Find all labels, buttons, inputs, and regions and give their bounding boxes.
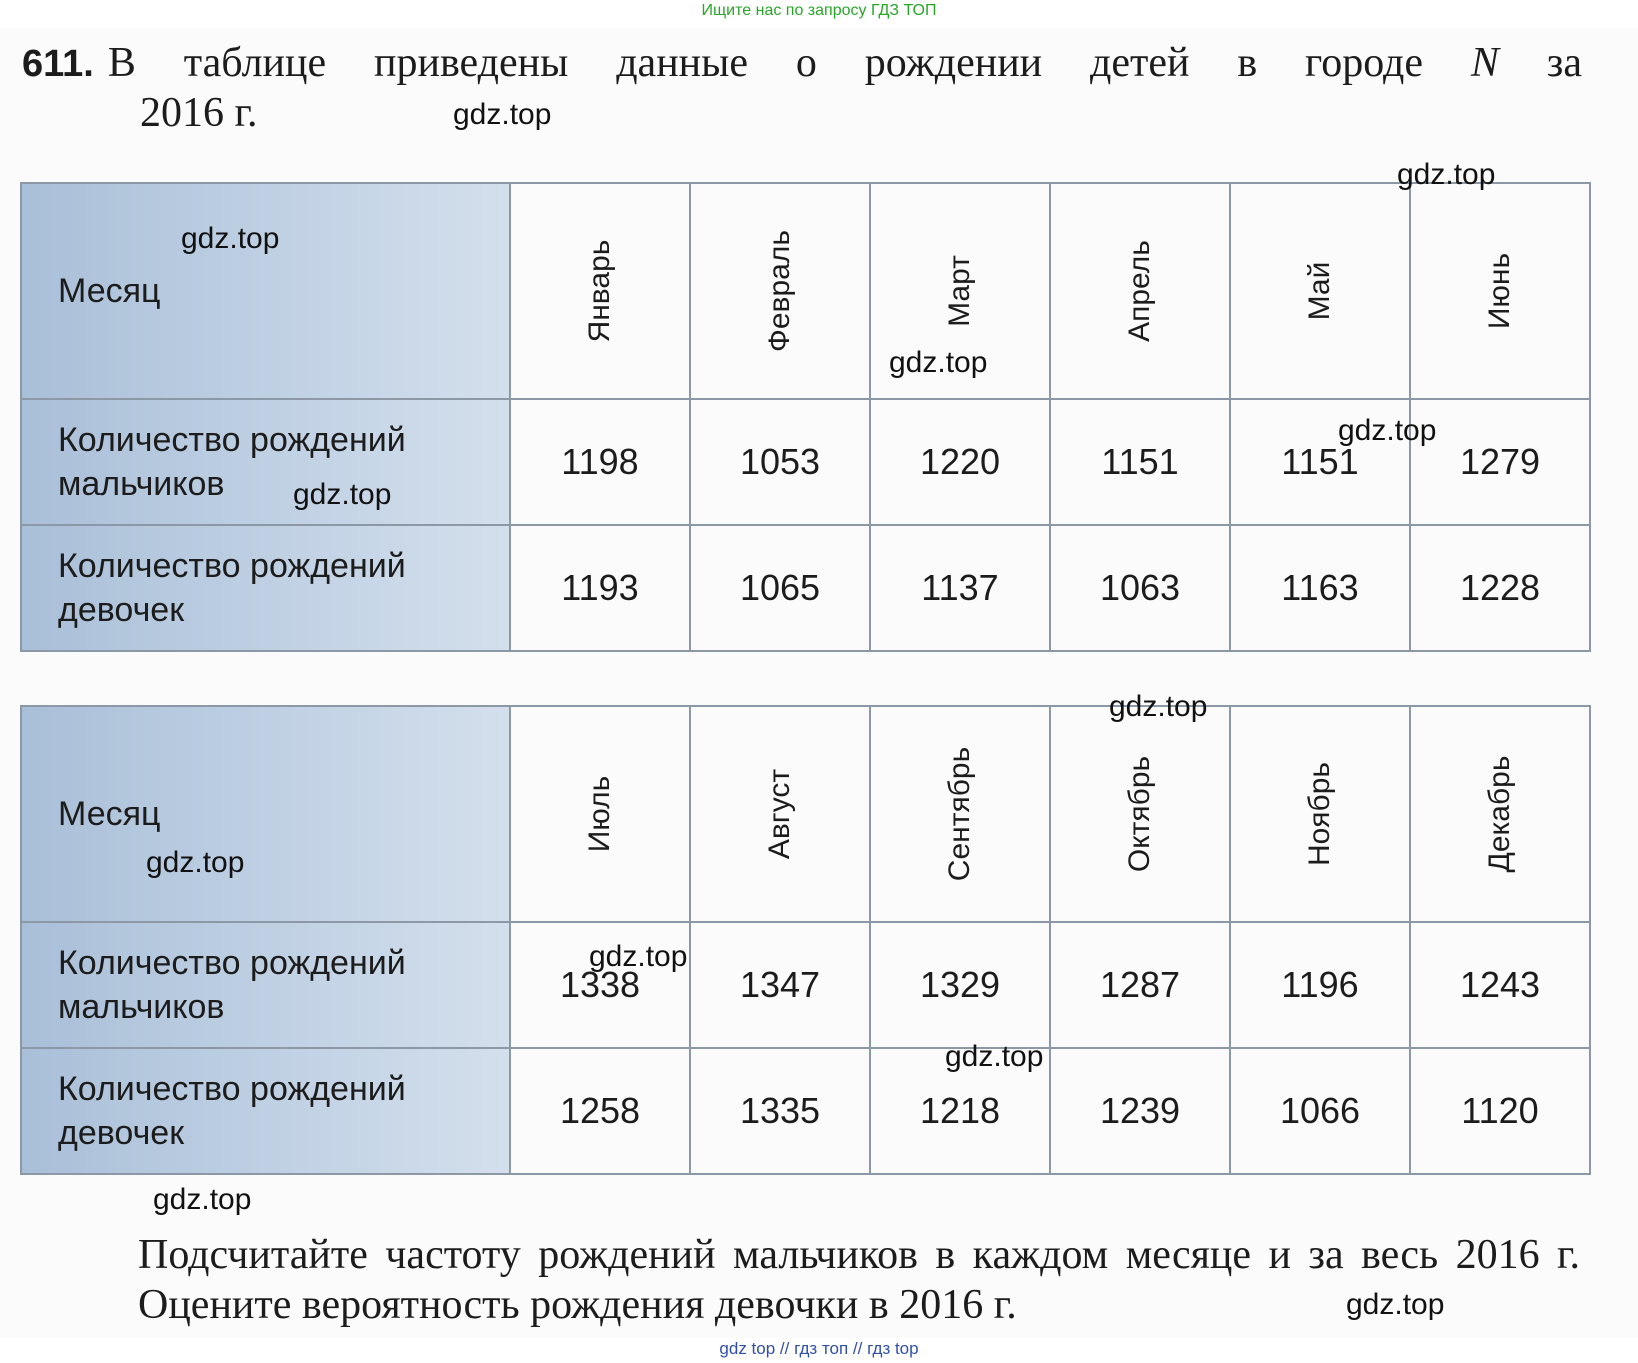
girls-count-cell: 1193 (510, 525, 690, 651)
problem-variable: N (1470, 40, 1499, 86)
problem-text: В таблице приведены данные о рождении детей в городе (107, 40, 1424, 86)
girls-count-cell: 1137 (870, 525, 1050, 651)
row-header-boys: Количество рождений мальчиков (21, 922, 510, 1048)
watermark: gdz.top (146, 846, 245, 879)
row-header-month: Месяц (21, 183, 510, 399)
boys-count-cell: 1151 (1230, 399, 1410, 525)
watermark: gdz.top (153, 1183, 252, 1216)
month-cell: Январь (510, 183, 690, 399)
table-row-girls (21, 1048, 1590, 1174)
month-cell: Март (870, 183, 1050, 399)
boys-count-cell: 1151 (1050, 399, 1230, 525)
boys-count-cell: 1329 (870, 922, 1050, 1048)
month-cell: Апрель (1050, 183, 1230, 399)
footer-links[interactable]: gdz top // гдз топ // гдз top (719, 1339, 919, 1358)
girls-count-cell: 1239 (1050, 1048, 1230, 1174)
question-text: Подсчитайте частоту рождений мальчиков в каждом месяце и за весь 2016 г. Оцените вероятность рождения девочки в 2016 г. (138, 1232, 1580, 1328)
watermark: gdz.top (1338, 414, 1437, 447)
boys-count-cell: 1220 (870, 399, 1050, 525)
births-table-jul-dec (20, 705, 1591, 1175)
watermark: gdz.top (1346, 1288, 1445, 1321)
boys-count-cell: 1243 (1410, 922, 1590, 1048)
girls-count-cell: 1066 (1230, 1048, 1410, 1174)
month-cell: Сентябрь (870, 706, 1050, 922)
boys-count-cell: 1338 (510, 922, 690, 1048)
month-cell: Ноябрь (1230, 706, 1410, 922)
girls-count-cell: 1163 (1230, 525, 1410, 651)
row-header-boys: Количество рождений мальчиков (21, 399, 510, 525)
problem-statement-line2: 2016 г. (140, 90, 258, 136)
watermark: gdz.top (889, 346, 988, 379)
watermark: gdz.top (1109, 690, 1208, 723)
girls-count-cell: 1218 (870, 1048, 1050, 1174)
problem-text-end: за (1546, 40, 1583, 86)
month-cell: Октябрь (1050, 706, 1230, 922)
boys-count-cell: 1053 (690, 399, 870, 525)
boys-count-cell: 1198 (510, 399, 690, 525)
boys-count-cell: 1196 (1230, 922, 1410, 1048)
watermark: gdz.top (945, 1040, 1044, 1073)
girls-count-cell: 1258 (510, 1048, 690, 1174)
boys-count-cell: 1347 (690, 922, 870, 1048)
watermark: gdz.top (293, 478, 392, 511)
month-cell: Июль (510, 706, 690, 922)
month-cell: Декабрь (1410, 706, 1590, 922)
table-row-months (21, 706, 1590, 922)
month-cell: Февраль (690, 183, 870, 399)
boys-count-cell: 1287 (1050, 922, 1230, 1048)
table-row-boys (21, 922, 1590, 1048)
row-header-girls: Количество рождений девочек (21, 525, 510, 651)
girls-count-cell: 1335 (690, 1048, 870, 1174)
top-banner[interactable]: Ищите нас по запросу ГДЗ ТОП (701, 2, 937, 19)
watermark: gdz.top (453, 98, 552, 131)
girls-count-cell: 1120 (1410, 1048, 1590, 1174)
table-row-girls (21, 525, 1590, 651)
problem-statement-line1 (22, 38, 1582, 89)
girls-count-cell: 1228 (1410, 525, 1590, 651)
row-header-girls: Количество рождений девочек (21, 1048, 510, 1174)
girls-count-cell: 1063 (1050, 525, 1230, 651)
month-cell: Июнь (1410, 183, 1590, 399)
problem-number: 611. (22, 43, 94, 85)
month-cell: Август (690, 706, 870, 922)
row-header-month: Месяц (21, 706, 510, 922)
watermark: gdz.top (181, 222, 280, 255)
watermark: gdz.top (1397, 158, 1496, 191)
watermark: gdz.top (589, 940, 688, 973)
girls-count-cell: 1065 (690, 525, 870, 651)
table-row-months (21, 183, 1590, 399)
month-cell: Май (1230, 183, 1410, 399)
boys-count-cell: 1279 (1410, 399, 1590, 525)
